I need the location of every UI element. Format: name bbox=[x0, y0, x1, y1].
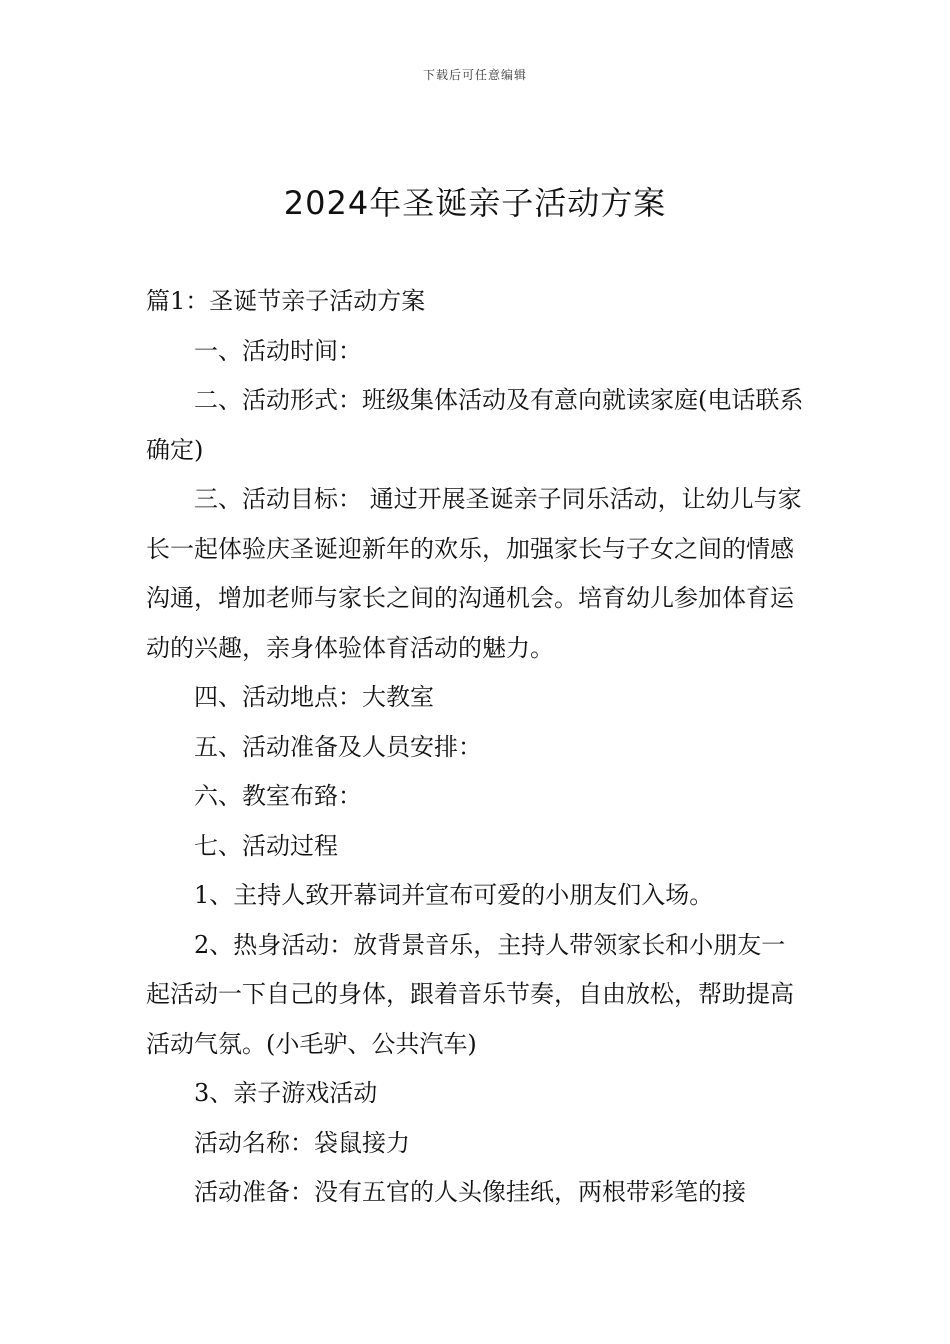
paragraph-game-preparation: 活动准备：没有五官的人头像挂纸，两根带彩笔的接 bbox=[194, 1178, 746, 1206]
header-note: 下载后可任意编辑 bbox=[422, 68, 527, 82]
paragraph-game-name: 活动名称：袋鼠接力 bbox=[194, 1128, 410, 1157]
document-body bbox=[146, 277, 806, 1218]
document-title: 2024年圣诞亲子活动方案 bbox=[283, 184, 667, 222]
paragraph-activity-goal: 三、活动目标： 通过开展圣诞亲子同乐活动，让幼儿与家长一起体验庆圣诞迎新年的欢乐，加强家长与子女之间的情感沟通，增加老师与家长之间的沟通机会。培育幼儿参加体育运动的兴趣，亲身体验体育活动的魅力。 bbox=[146, 485, 802, 662]
paragraph-step-3: 3、亲子游戏活动 bbox=[194, 1079, 378, 1107]
paragraph-classroom-layout: 六、教室布臵： bbox=[194, 782, 362, 810]
paragraph-activity-location: 四、活动地点：大教室 bbox=[194, 683, 434, 711]
paragraph-activity-form: 二、活动形式：班级集体活动及有意向就读家庭(电话联系确定) bbox=[146, 386, 804, 464]
paragraph-activity-time: 一、活动时间： bbox=[194, 336, 362, 365]
paragraph-step-2: 2、热身活动：放背景音乐，主持人带领家长和小朋友一起活动一下自己的身体，跟着音乐节奏，自由放松，帮助提高活动气氛。(小毛驴、公共汽车) bbox=[146, 930, 794, 1058]
paragraph-preparation: 五、活动准备及人员安排： bbox=[194, 732, 482, 761]
paragraph-chapter-heading: 篇1：圣诞节亲子活动方案 bbox=[146, 287, 426, 315]
paragraph-activity-process: 七、活动过程 bbox=[194, 831, 338, 860]
paragraph-step-1: 1、主持人致开幕词并宣布可爱的小朋友们入场。 bbox=[194, 881, 714, 909]
